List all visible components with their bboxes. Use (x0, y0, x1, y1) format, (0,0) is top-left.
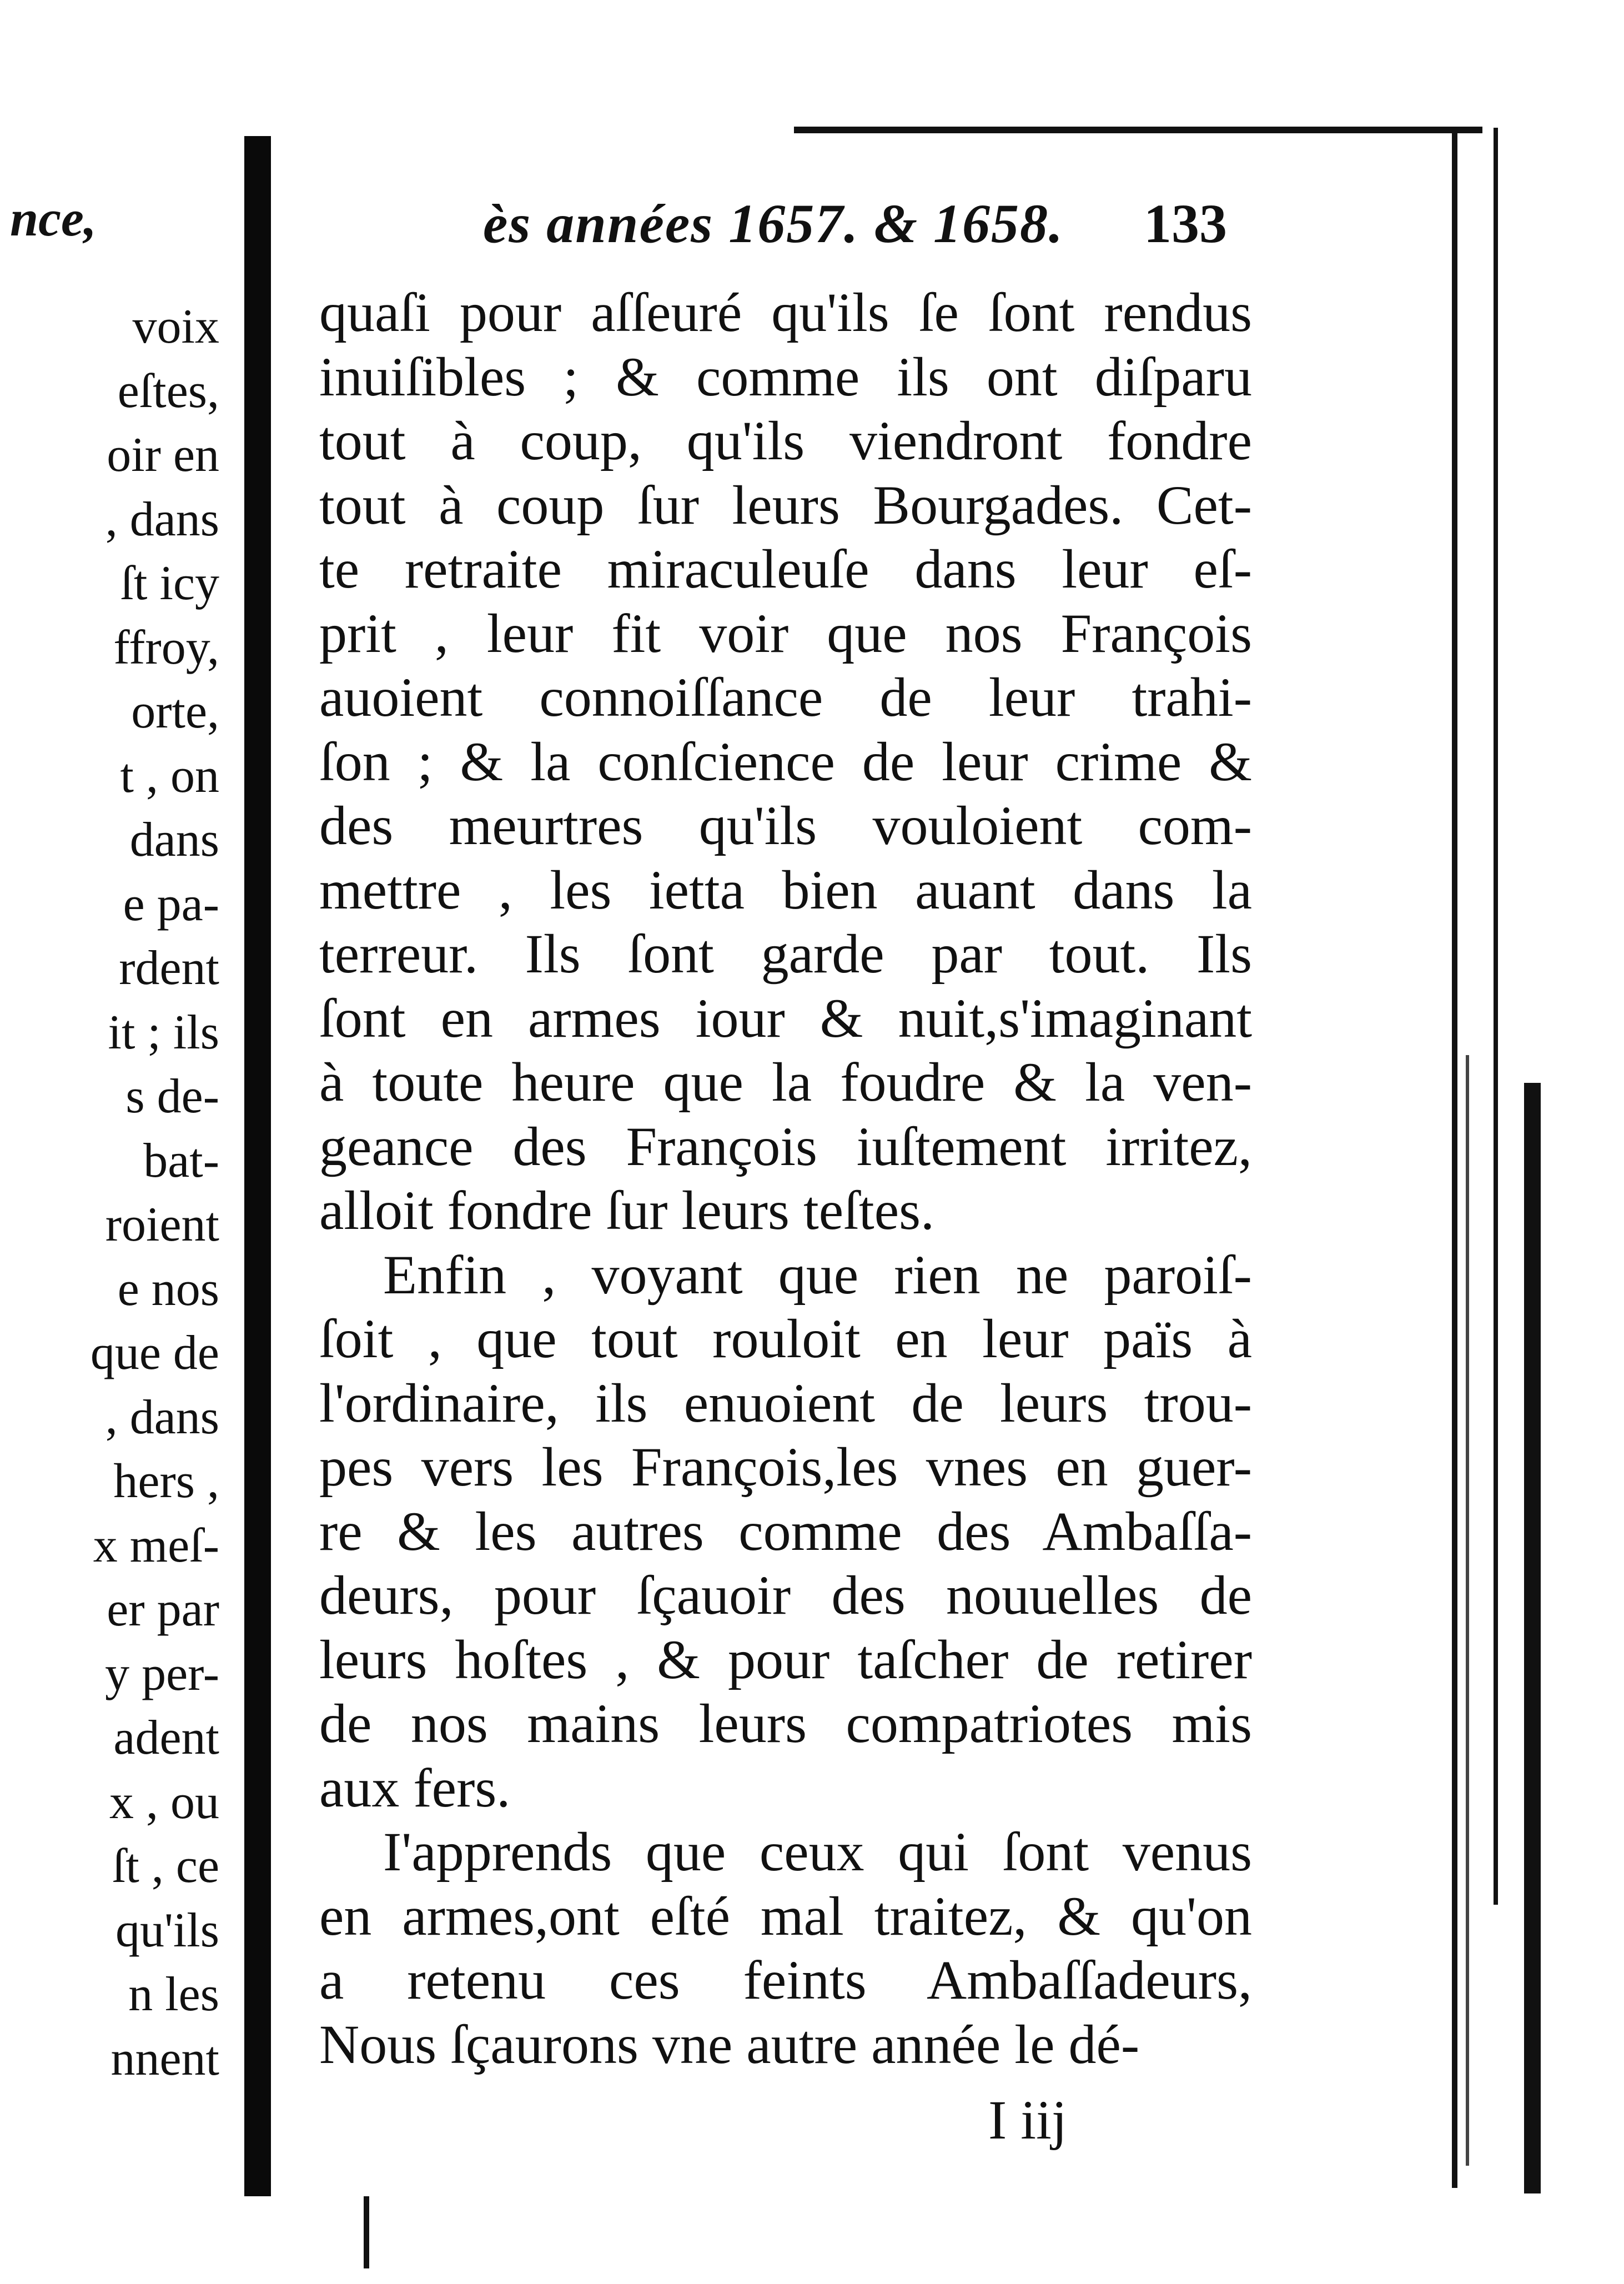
left-page-line: ſt , ce (112, 1839, 219, 1893)
body-line: tout à coup ſur leurs Bourgades. Cet- (319, 474, 1252, 536)
left-page-line: , dans (105, 492, 219, 546)
body-line: à toute heure que la foudre & la ven- (319, 1051, 1252, 1113)
gutter-shadow (244, 136, 271, 2196)
left-page-line: t , on (120, 749, 219, 803)
body-line: alloit fondre ſur leurs teſtes. (319, 1179, 935, 1241)
left-page-line: x meſ- (93, 1518, 219, 1573)
left-page-line: que de (90, 1326, 219, 1380)
left-page-line: s de- (125, 1070, 219, 1123)
running-head: ès années 1657. & 1658. (483, 193, 1064, 254)
left-page-line: e pa- (123, 877, 219, 931)
body-line: des meurtres qu'ils vouloient com- (319, 795, 1252, 856)
body-line: re & les autres comme des Ambaſſa- (319, 1500, 1252, 1562)
binding-edge-shadow (1524, 1083, 1541, 2193)
page-edge-line (1452, 133, 1457, 2188)
left-page-line: qu'ils (115, 1903, 219, 1957)
left-page-line: eſtes, (117, 364, 219, 418)
scan-mark (364, 2196, 369, 2268)
left-page-line: x , ou (109, 1775, 219, 1829)
body-line: quaſi pour aſſeuré qu'ils ſe ſont rendus (319, 282, 1252, 343)
body-line: ſont en armes iour & nuit,s'imaginant (319, 987, 1252, 1049)
body-line: en armes,ont eſté mal traitez, & qu'on (319, 1885, 1252, 1947)
body-line: terreur. Ils ſont garde par tout. Ils (319, 923, 1252, 985)
page-edge-line (1494, 128, 1498, 1905)
body-line: deurs, pour ſçauoir des nouuelles de (319, 1564, 1252, 1626)
body-line: auoient connoiſſance de leur trahi- (319, 666, 1252, 728)
body-line: ſoit , que tout rouloit en leur païs à (319, 1308, 1252, 1369)
left-page-line: , dans (105, 1390, 219, 1444)
body-line: l'ordinaire, ils enuoient de leurs trou- (319, 1372, 1252, 1434)
body-line: aux fers. (319, 1756, 511, 1819)
left-page-line: y per- (105, 1647, 219, 1701)
left-page-line: it ; ils (108, 1005, 219, 1060)
body-line: Enfin , voyant que rien ne paroiſ- (383, 1243, 1252, 1306)
body-line: leurs hoſtes , & pour taſcher de retirer (319, 1628, 1252, 1690)
body-line: I'apprends que ceux qui ſont venus (383, 1821, 1252, 1883)
body-line: geance des François iuſtement irritez, (319, 1115, 1252, 1177)
left-page-line: adent (113, 1711, 219, 1765)
body-line: te retraite miraculeuſe dans leur eſ- (319, 538, 1252, 600)
left-page-line: rdent (119, 941, 219, 995)
body-line: mettre , les ietta bien auant dans la (319, 859, 1252, 921)
body-line: ſon ; & la conſcience de leur crime & (319, 730, 1252, 792)
left-page-line: oir en (107, 428, 219, 482)
left-page-line: hers , (113, 1454, 219, 1508)
top-edge-rule (794, 127, 1482, 133)
left-page-line: ſt icy (120, 556, 219, 610)
body-line: a retenu ces feints Ambaſſadeurs, (319, 1949, 1252, 2011)
left-page-line: roient (105, 1198, 219, 1252)
body-line: pes vers les François,les vnes en guer- (319, 1436, 1252, 1498)
page-edge-line (1466, 1055, 1469, 2166)
page-number: 133 (1144, 193, 1227, 254)
body-text (319, 280, 1252, 2076)
left-page-line: ffroy, (113, 620, 219, 675)
signature-mark: I iij (988, 2089, 1067, 2151)
body-line: tout à coup, qu'ils viendront fondre (319, 410, 1252, 471)
body-line: Nous ſçaurons vne autre année le dé- (319, 2013, 1140, 2075)
left-page-line: orte, (131, 685, 219, 739)
body-line: de nos mains leurs compatriotes mis (319, 1693, 1252, 1754)
left-page-line: e nos (117, 1262, 219, 1316)
left-page-line: voix (132, 300, 219, 354)
left-page-running-head: nce, (10, 190, 97, 247)
left-page-line: dans (129, 813, 219, 867)
page-header (322, 192, 1266, 264)
body-line: prit , leur fit voir que nos François (319, 602, 1252, 664)
left-page-line: bat- (143, 1133, 219, 1188)
body-line: inuiſibles ; & comme ils ont diſparu (319, 345, 1252, 408)
left-page-line: er par (107, 1583, 219, 1637)
left-page-line: n les (128, 1967, 219, 2021)
left-page-line: nnent (110, 2031, 219, 2086)
